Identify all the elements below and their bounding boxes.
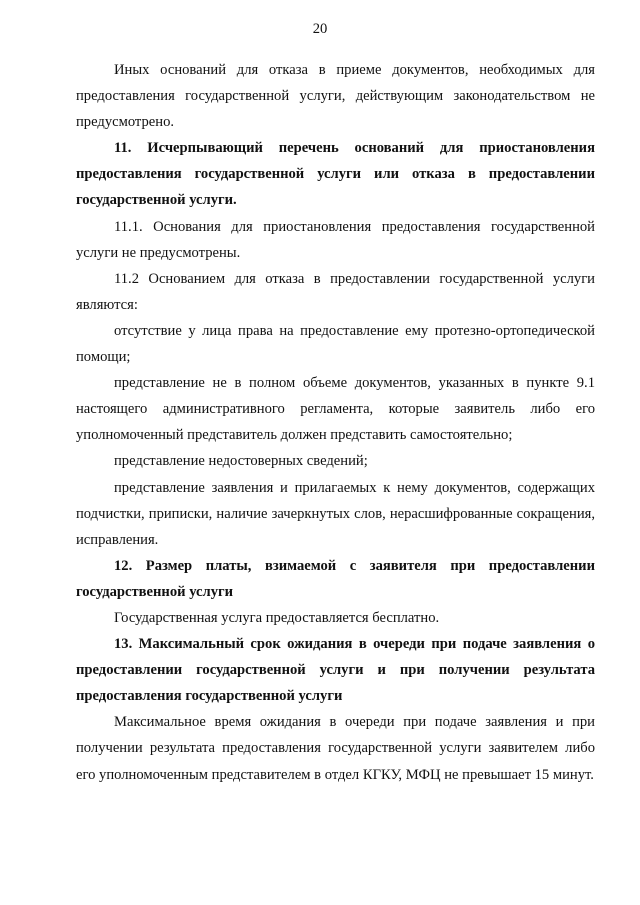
list-item-absence-of-right: отсутствие у лица права на предоставление ему протезно-ортопедической помощи;	[76, 322, 595, 366]
paragraph-11-2: 11.2 Основанием для отказа в предоставлении государственной услуги являются:	[76, 270, 595, 313]
list-item-corrections: представление заявления и прилагаемых к нему документов, содержащих подчистки, приписки, наличие зачеркнутых слов, нерасшифрованные сокращения, исправления.	[76, 479, 595, 548]
page-number: 20	[312, 21, 328, 37]
section-11-heading: 11. Исчерпывающий перечень оснований для приостановления предоставления государственной услуги или отказа в предоставлении государственной услуги.	[76, 140, 595, 209]
section-12-heading: 12. Размер платы, взимаемой с заявителя при предоставлении государственной услуги	[76, 557, 595, 600]
paragraph-11-1: 11.1. Основания для приостановления предоставления государственной услуги не предусмотрены.	[76, 218, 595, 261]
paragraph-13-waiting-time: Максимальное время ожидания в очереди при подаче заявления и при получении результата предоставления государственной услуги заявителем либо его уполномоченным представителем в отдел КГКУ, МФЦ не превышает 15 минут.	[76, 714, 595, 783]
paragraph-no-other-grounds: Иных оснований для отказа в приеме документов, необходимых для предоставления государственной услуги, действующим законодательством не предусмотрено.	[76, 62, 595, 131]
document-body	[76, 57, 595, 788]
section-13-heading: 13. Максимальный срок ожидания в очереди при подаче заявления о предоставлении государственной услуги и при получении результата предоставления государственной услуги	[76, 636, 595, 705]
list-item-false-information: представление недостоверных сведений;	[114, 453, 368, 470]
list-item-incomplete-documents: представление не в полном объеме документов, указанных в пункте 9.1 настоящего административного регламента, которые заявитель либо его уполномоченный представитель должен представить самостоятельно;	[76, 375, 595, 444]
paragraph-12-free-service: Государственная услуга предоставляется бесплатно.	[114, 609, 440, 626]
